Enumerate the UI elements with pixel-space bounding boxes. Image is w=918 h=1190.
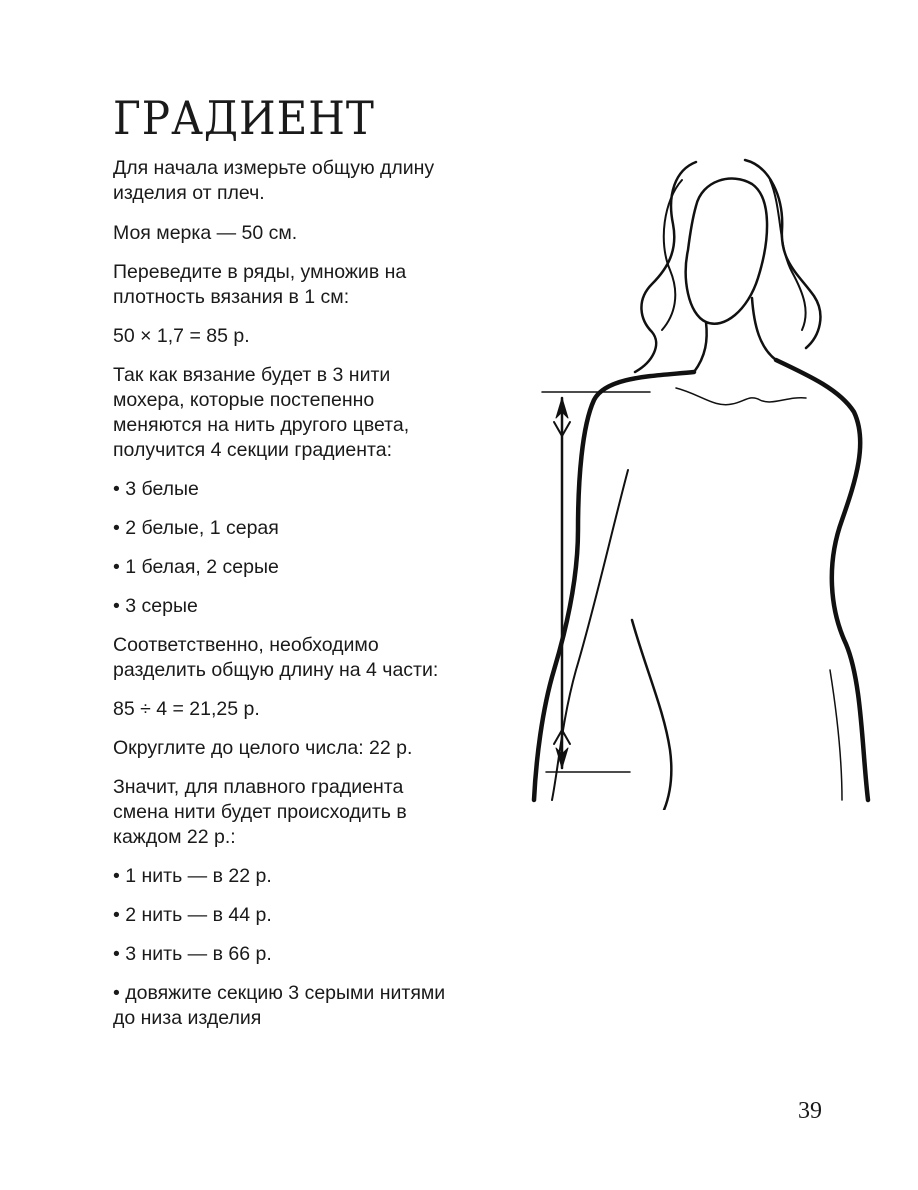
paragraph-round: Округлите до целого числа: 22 р.: [113, 737, 413, 759]
page-number: 39: [798, 1098, 822, 1124]
list-item: • 1 белая, 2 серые: [113, 556, 279, 578]
paragraph-measure-length: Для начала измерьте общую длину изделия от плеч.: [113, 157, 435, 204]
paragraph-my-measure: Моя мерка — 50 см.: [113, 222, 298, 244]
list-item: • 3 нить — в 66 р.: [113, 943, 272, 965]
list-item: • 3 серые: [113, 595, 198, 617]
list-item: • 2 нить — в 44 р.: [113, 904, 272, 926]
paragraph-smooth-gradient: Значит, для плавного градиента смена нити будет происходить в каждом 22 р.:: [113, 776, 407, 848]
list-item: • 2 белые, 1 серая: [113, 517, 279, 539]
instructions-text: [113, 156, 463, 1031]
paragraph-divide: Соответственно, необходимо разделить общую длину на 4 части:: [113, 634, 439, 681]
formula-division: 85 ÷ 4 = 21,25 р.: [113, 698, 260, 720]
formula-rows: 50 × 1,7 = 85 р.: [113, 325, 250, 347]
female-body-length-measurement-icon: [470, 150, 890, 810]
page-title: ГРАДИЕНТ: [113, 92, 375, 145]
paragraph-sections: Так как вязание будет в 3 нити мохера, которые постепенно меняются на нить другого цвета, получится 4 секции градиента:: [113, 364, 410, 461]
list-item: • 3 белые: [113, 478, 199, 500]
list-item: • 1 нить — в 22 р.: [113, 865, 272, 887]
paragraph-convert-rows: Переведите в ряды, умножив на плотность вязания в 1 см:: [113, 261, 407, 308]
list-item: • довяжите секцию 3 серыми нитями до низа изделия: [113, 982, 446, 1029]
